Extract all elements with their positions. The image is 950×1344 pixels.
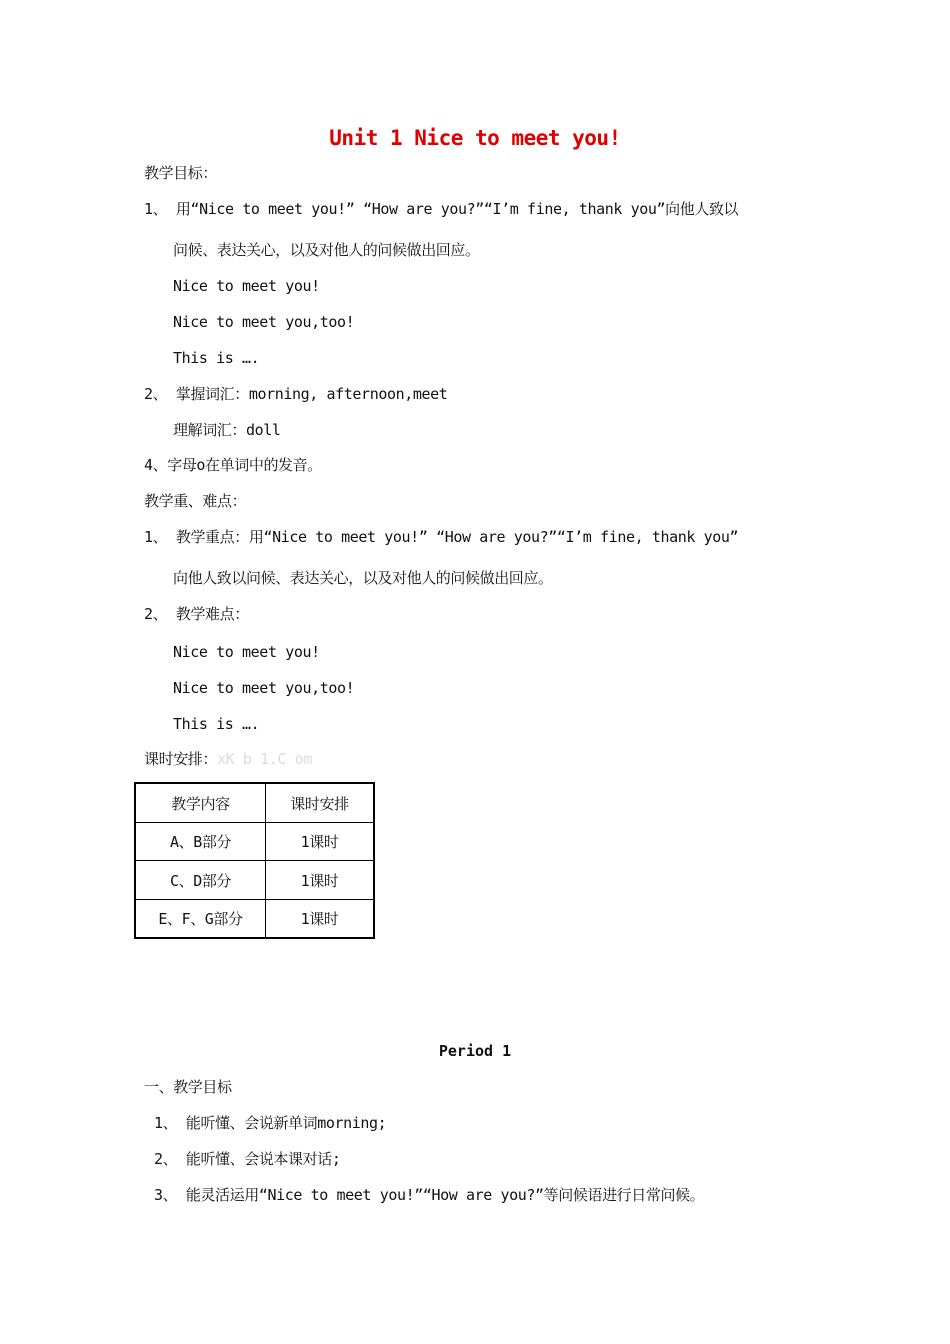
- objective-item-1-line-2: 问候、表达关心，以及对他人的问候做出回应。: [173, 241, 480, 259]
- period-item-3: 3、 能灵活运用“Nice to meet you!”“How are you?”等问候语进行日常问候。: [154, 1186, 705, 1204]
- keypoint-item-1-line-2: 向他人致以问候、表达关心，以及对他人的问候做出回应。: [173, 569, 553, 587]
- objective-item-1-line-1: 1、 用“Nice to meet you!” “How are you?”“I’m fine, thank you”向他人致以: [144, 200, 739, 218]
- keypoints-heading: 教学重、难点：: [144, 492, 247, 510]
- table-row: [135, 899, 374, 938]
- table-header-periods: 课时安排: [266, 783, 375, 823]
- objective-item-2: 2、 掌握词汇：morning, afternoon,meet: [144, 385, 448, 403]
- table-cell-content: A、B部分: [135, 823, 266, 861]
- table-cell-periods: 1课时: [266, 861, 375, 899]
- keypoint-sentence-2: Nice to meet you,too!: [173, 679, 355, 697]
- schedule-heading-line: [144, 749, 312, 769]
- schedule-table: [134, 782, 375, 939]
- period-item-2: 2、 能听懂、会说本课对话;: [154, 1150, 341, 1168]
- table-cell-periods: 1课时: [266, 823, 375, 861]
- table-row: [135, 861, 374, 899]
- objective-item-2-sub: 理解词汇：doll: [173, 421, 281, 439]
- objective-sentence-1: Nice to meet you!: [173, 277, 320, 295]
- objective-item-4: 4、字母o在单词中的发音。: [144, 456, 322, 474]
- keypoint-sentence-3: This is ….: [173, 715, 260, 733]
- table-header-row: [135, 783, 374, 823]
- table-row: [135, 823, 374, 861]
- objectives-heading: 教学目标：: [144, 164, 218, 182]
- table-cell-periods: 1课时: [266, 899, 375, 938]
- document-title: Unit 1 Nice to meet you!: [329, 126, 621, 150]
- keypoint-item-2: 2、 教学难点：: [144, 605, 249, 623]
- schedule-heading: 课时安排：: [144, 750, 218, 768]
- period-title: Period 1: [438, 1042, 512, 1060]
- period-item-1: 1、 能听懂、会说新单词morning;: [154, 1114, 387, 1132]
- watermark: xK b 1.C om: [217, 750, 312, 768]
- period-heading: 一、教学目标: [144, 1078, 232, 1096]
- table-cell-content: E、F、G部分: [135, 899, 266, 938]
- objective-sentence-2: Nice to meet you,too!: [173, 313, 355, 331]
- keypoint-item-1-line-1: 1、 教学重点：用“Nice to meet you!” “How are you?”“I’m fine, thank you”: [144, 528, 739, 546]
- table-cell-content: C、D部分: [135, 861, 266, 899]
- objective-sentence-3: This is ….: [173, 349, 260, 367]
- table-header-content: 教学内容: [135, 783, 266, 823]
- keypoint-sentence-1: Nice to meet you!: [173, 643, 320, 661]
